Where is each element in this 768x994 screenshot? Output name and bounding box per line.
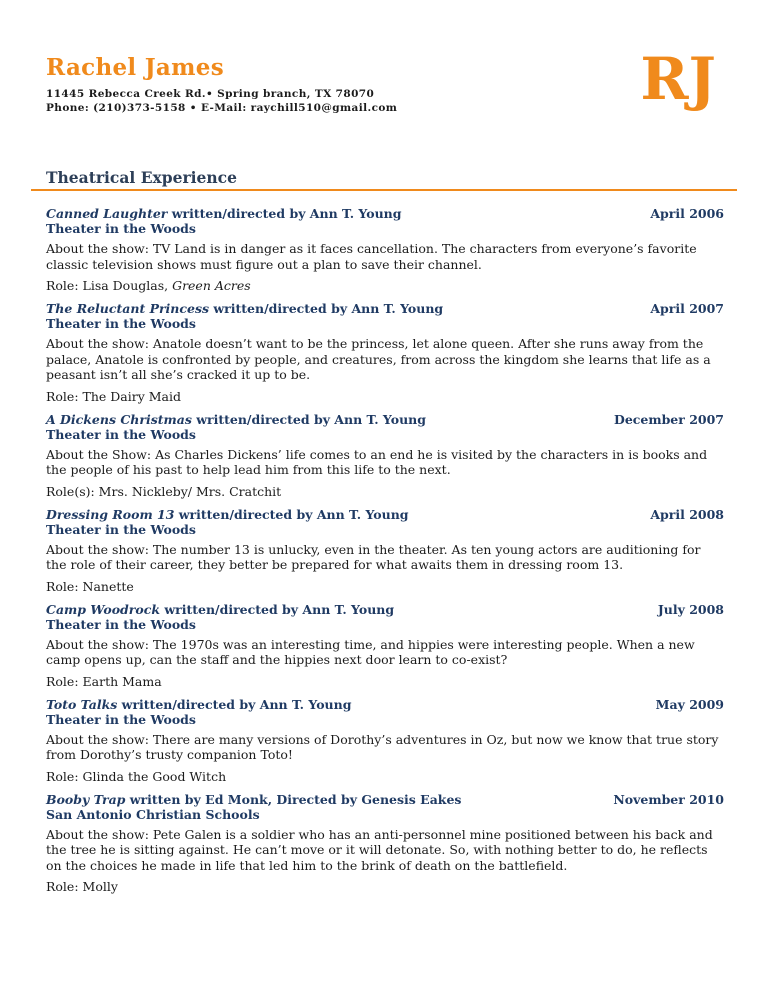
entry-about: About the Show: As Charles Dickens’ life comes to an end he is visited by the characters in is books and the people of his past to help lead him from this life to the next.	[46, 446, 708, 477]
play-title: Camp Woodrock	[46, 601, 160, 617]
resume-name: Rachel James	[46, 54, 224, 81]
entry-about: About the show: The number 13 is unlucky, even in the theater. As ten young actors are auditioning for the role of their career, they better be prepared for what awaits them in dressing room 13.	[46, 541, 701, 572]
entry-about: About the show: Pete Galen is a soldier who has an anti-personnel mine positioned between his back and the tree he is sitting against. He can’t move or it will detonate. So, with nothing better to do, he reflects on the choices he made in life that led him to the brink of death on the battlefield.	[46, 826, 713, 873]
play-credit: written/directed by Ann T. Young	[167, 206, 402, 221]
entry-role	[46, 879, 724, 894]
experience-entry	[46, 697, 724, 784]
entry-role	[46, 579, 724, 594]
entry-title-line	[46, 301, 443, 316]
entry-about: About the show: The 1970s was an interesting time, and hippies were interesting people. When a new camp opens up, can the staff and the hippies next door learn to co-exist?	[46, 636, 695, 667]
entry-title-line	[46, 792, 461, 807]
entry-date: July 2008	[657, 601, 724, 617]
role-text: Role: Earth Mama	[46, 673, 162, 689]
entry-venue: Theater in the Woods	[46, 616, 196, 632]
role-text: Role(s): Mrs. Nickleby/ Mrs. Cratchit	[46, 483, 282, 499]
entry-title-line	[46, 602, 394, 617]
play-credit: written by Ed Monk, Directed by Genesis Eakes	[125, 791, 462, 807]
play-title: Canned Laughter	[46, 206, 168, 221]
entry-venue: Theater in the Woods	[46, 426, 196, 442]
play-credit: written/directed by Ann T. Young	[191, 411, 427, 427]
contact-phone-email: Phone: (210)373-5158 • E-Mail: raychill510@gmail.com	[46, 102, 398, 114]
play-credit: written/directed by Ann T. Young	[174, 506, 409, 522]
entry-date: December 2007	[613, 411, 724, 427]
entry-header	[46, 301, 724, 316]
entry-date: November 2010	[613, 791, 724, 807]
role-text: Role: The Dairy Maid	[46, 388, 182, 404]
entry-header	[46, 206, 724, 221]
role-text: Role: Lisa Douglas,	[46, 278, 173, 293]
play-credit: written/directed by Ann T. Young	[160, 601, 395, 617]
play-title: The Reluctant Princess	[46, 301, 210, 316]
entry-venue: San Antonio Christian Schools	[46, 806, 260, 822]
section-divider	[31, 189, 737, 191]
play-title: A Dickens Christmas	[46, 411, 192, 427]
entry-role	[46, 389, 724, 404]
entry-venue: Theater in the Woods	[46, 221, 196, 236]
play-title: Booby Trap	[46, 791, 126, 807]
experience-entry	[46, 792, 724, 895]
entry-title-line	[46, 412, 426, 427]
entry-venue: Theater in the Woods	[46, 316, 196, 331]
entry-date: May 2009	[655, 696, 724, 712]
play-credit: written/directed by Ann T. Young	[117, 696, 352, 712]
play-title: Toto Talks	[46, 696, 118, 712]
entry-role	[46, 278, 724, 293]
entry-header	[46, 412, 724, 427]
entry-venue: Theater in the Woods	[46, 711, 196, 727]
entry-about: About the show: There are many versions of Dorothy’s adventures in Oz, but now we know that true story from Dorothy’s trusty companion Toto!	[46, 731, 719, 762]
experience-entry	[46, 507, 724, 594]
entry-role	[46, 769, 724, 784]
role-text: Role: Glinda the Good Witch	[46, 768, 227, 784]
role-text: Role: Molly	[46, 879, 118, 894]
entry-header	[46, 792, 724, 807]
play-title: Dressing Room 13	[46, 506, 175, 522]
monogram-logo: RJ	[640, 45, 716, 113]
entry-role	[46, 484, 724, 499]
experience-entry	[46, 206, 724, 293]
experience-entry	[46, 602, 724, 689]
entry-header	[46, 507, 724, 522]
entry-venue: Theater in the Woods	[46, 521, 196, 537]
entry-date: April 2006	[650, 206, 724, 221]
role-text: Role: Nanette	[46, 578, 134, 594]
contact-address: 11445 Rebecca Creek Rd.• Spring branch, TX 78070	[46, 88, 375, 100]
play-credit: written/directed by Ann T. Young	[209, 301, 444, 316]
entry-about: About the show: Anatole doesn’t want to be the princess, let alone queen. After she runs away from the palace, Anatole is confronted by people, and creatures, from across the kingdom she learns that life as a peasant isn’t all she’s cracked it up to be.	[46, 336, 711, 382]
experience-entry	[46, 301, 724, 404]
entry-date: April 2008	[650, 506, 724, 522]
entry-about: About the show: TV Land is in danger as it faces cancellation. The characters from everyone’s favorite classic television shows must figure out a plan to save their channel.	[46, 241, 697, 272]
entry-title-line	[46, 206, 402, 221]
entry-header	[46, 602, 724, 617]
entry-header	[46, 697, 724, 712]
entry-title-line	[46, 507, 409, 522]
section-title: Theatrical Experience	[46, 168, 237, 187]
experience-list	[46, 206, 724, 902]
entry-title-line	[46, 697, 351, 712]
experience-entry	[46, 412, 724, 499]
entry-role	[46, 674, 724, 689]
entry-date: April 2007	[650, 301, 724, 316]
role-work: Green Acres	[172, 278, 251, 293]
